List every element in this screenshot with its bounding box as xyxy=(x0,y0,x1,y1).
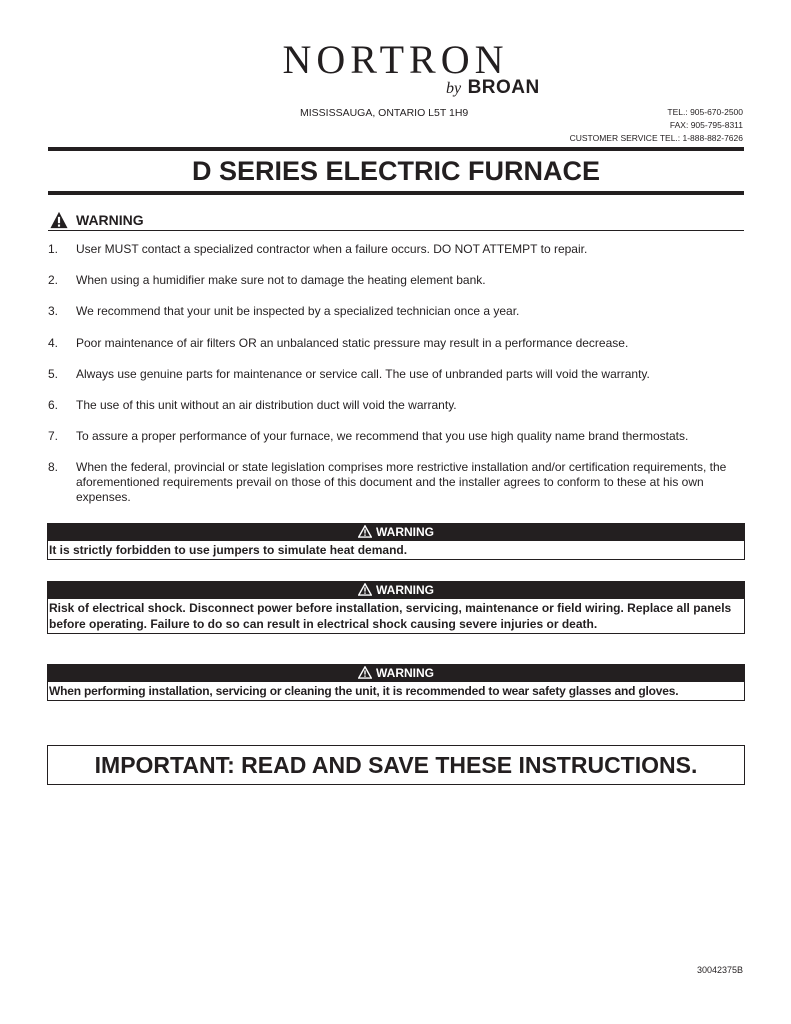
list-item-text: Poor maintenance of air filters OR an unbalanced static pressure may result in a performance decrease. xyxy=(76,336,629,350)
list-item-text: When the federal, provincial or state legislation comprises more restrictive installation and/or certification requirements, the aforementioned requirements prevail on those of this document and the installer agrees to conform to these at his own expenses. xyxy=(76,460,727,504)
warning-box-text: It is strictly forbidden to use jumpers to simulate heat demand. xyxy=(49,543,408,557)
list-item-text: To assure a proper performance of your furnace, we recommend that you use high quality name brand thermostats. xyxy=(76,429,689,443)
warning-box-label: WARNING xyxy=(376,666,434,680)
list-item-number: 7. xyxy=(48,429,59,443)
warning-box-header xyxy=(48,524,744,541)
list-item-number: 5. xyxy=(48,367,59,381)
logo-byline xyxy=(446,78,540,99)
list-item-text: When using a humidifier make sure not to damage the heating element bank. xyxy=(76,273,486,287)
document-number: 30042375B xyxy=(696,965,743,975)
warning-box-jumpers xyxy=(47,523,745,560)
tel-number: TEL.: 905-670-2500 xyxy=(667,107,743,117)
list-item-number: 6. xyxy=(48,398,59,412)
warning-box-label: WARNING xyxy=(376,525,434,539)
list-item-text: Always use genuine parts for maintenance or service call. The use of unbranded parts will void the warranty. xyxy=(76,367,650,381)
warning-triangle-icon xyxy=(358,583,372,596)
logo-wordmark: NORTRON xyxy=(282,37,509,82)
title-rule-top xyxy=(48,147,744,151)
warning-box-header xyxy=(48,665,744,682)
customer-service-number: CUSTOMER SERVICE TEL.: 1-888-882-7626 xyxy=(569,133,743,143)
warning-box-electrical-shock xyxy=(47,581,745,634)
warning-triangle-icon xyxy=(358,525,372,538)
nortron-logo xyxy=(0,37,791,82)
list-item-number: 8. xyxy=(48,460,59,474)
list-item-number: 1. xyxy=(48,242,59,256)
warning-box-label: WARNING xyxy=(376,583,434,597)
list-item-number: 4. xyxy=(48,336,59,350)
list-item-number: 2. xyxy=(48,273,59,287)
warning-box-text: Risk of electrical shock. Disconnect power before installation, servicing, maintenance or field wiring. Replace all panels before operating. Failure to do so can result in electrical shock causing severe injuries or death. xyxy=(49,601,732,631)
contact-info xyxy=(570,106,743,145)
list-item-text: We recommend that your unit be inspected by a specialized technician once a year. xyxy=(76,304,520,318)
fax-number: FAX: 905-795-8311 xyxy=(669,120,743,130)
warning-triangle-icon xyxy=(50,211,68,229)
warning-box-safety-glasses xyxy=(47,664,745,701)
warning-triangle-icon xyxy=(358,666,372,679)
warning-box-text: When performing installation, servicing or cleaning the unit, it is recommended to wear safety glasses and gloves. xyxy=(49,684,679,698)
page-title: D SERIES ELECTRIC FURNACE xyxy=(191,156,601,186)
title-rule-bottom xyxy=(48,191,744,195)
warning-box-header xyxy=(48,582,744,599)
company-address: MISSISSAUGA, ONTARIO L5T 1H9 xyxy=(300,107,469,119)
list-item-text: User MUST contact a specialized contractor when a failure occurs. DO NOT ATTEMPT to repair. xyxy=(76,242,588,256)
warning-heading xyxy=(48,210,744,231)
important-notice: IMPORTANT: READ AND SAVE THESE INSTRUCTIONS. xyxy=(47,745,745,785)
warning-heading-label: WARNING xyxy=(76,212,144,228)
list-item-number: 3. xyxy=(48,304,59,318)
broan-brand: BROAN xyxy=(467,77,540,98)
list-item-text: The use of this unit without an air distribution duct will void the warranty. xyxy=(76,398,457,412)
logo-by: by xyxy=(446,80,462,97)
